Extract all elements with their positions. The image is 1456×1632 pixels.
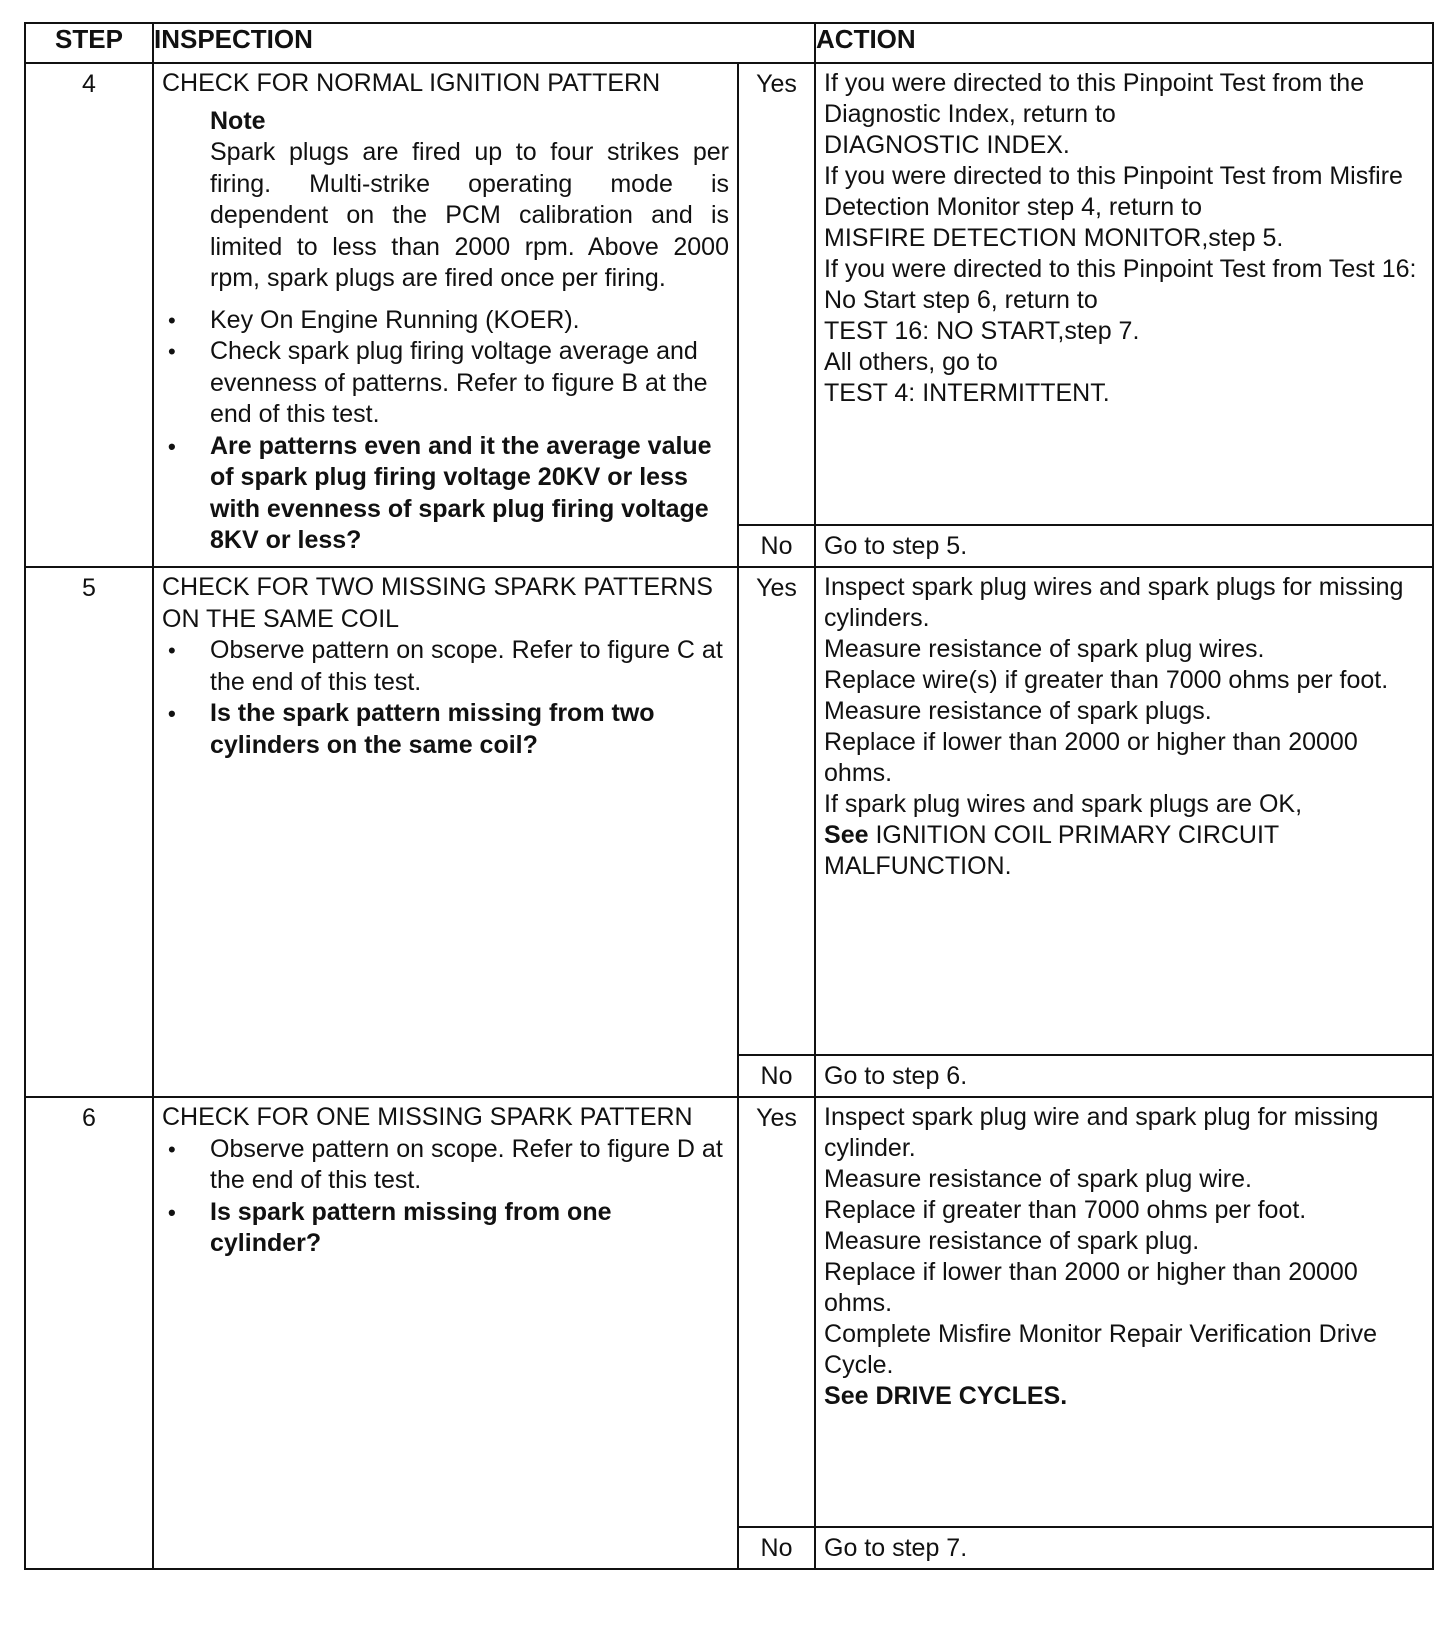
yes-label: Yes (738, 63, 815, 525)
step-number: 4 (25, 63, 153, 567)
no-label: No (738, 525, 815, 567)
action-line: Replace if lower than 2000 or higher than 20000 ohms. (824, 728, 1358, 787)
action-line: TEST 4: INTERMITTENT. (824, 379, 1110, 407)
action-line: Measure resistance of spark plug wires. (824, 635, 1265, 663)
inspection-title: CHECK FOR NORMAL IGNITION PATTERN (162, 69, 661, 97)
no-label: No (738, 1527, 815, 1569)
diagnostic-table (24, 22, 1434, 1570)
action-line: Measure resistance of spark plug wire. (824, 1165, 1252, 1193)
header-step: STEP (25, 23, 153, 63)
action-line: All others, go to (824, 348, 998, 376)
action-line: Replace wire(s) if greater than 7000 ohms per foot. (824, 666, 1389, 694)
bullet-item: • Observe pattern on scope. Refer to figure C at the end of this test. (162, 635, 729, 698)
inspection-bullets (162, 635, 729, 761)
header-inspection: INSPECTION (153, 23, 815, 63)
table-header-row (25, 23, 1433, 63)
no-label: No (738, 1055, 815, 1097)
inspection-question: • Is the spark pattern missing from two cylinders on the same coil? (162, 698, 729, 761)
inspection-bullets (162, 1134, 729, 1260)
action-line: TEST 16: NO START,step 7. (824, 317, 1140, 345)
yes-action-cell (815, 63, 1433, 525)
note-text: Spark plugs are fired up to four strikes per firing. Multi-strike operating mode is dependent on the PCM calibration and is limited to less than 2000 rpm. Above 2000 rpm, spark plugs are fired once per firing. (210, 138, 729, 292)
action-see-line: See DRIVE CYCLES. (824, 1382, 1068, 1410)
no-action: Go to step 7. (815, 1527, 1433, 1569)
action-line: Inspect spark plug wire and spark plug for missing cylinder. (824, 1103, 1379, 1162)
table-row (25, 567, 1433, 1055)
yes-action-cell (815, 1097, 1433, 1527)
inspection-cell (153, 1097, 738, 1569)
no-action: Go to step 5. (815, 525, 1433, 567)
action-line: Measure resistance of spark plugs. (824, 697, 1212, 725)
bullet-item: • Check spark plug firing voltage average and evenness of patterns. Refer to figure B at the end of this test. (162, 336, 729, 431)
action-line: Replace if lower than 2000 or higher than 20000 ohms. (824, 1258, 1358, 1317)
action-line: Replace if greater than 7000 ohms per foot. (824, 1196, 1307, 1224)
action-see-line (824, 820, 1424, 882)
bullet-item: • Observe pattern on scope. Refer to figure D at the end of this test. (162, 1134, 729, 1197)
action-line: Inspect spark plug wires and spark plugs for missing cylinders. (824, 573, 1404, 632)
action-line: Measure resistance of spark plug. (824, 1227, 1200, 1255)
inspection-title: CHECK FOR ONE MISSING SPARK PATTERN (162, 1103, 693, 1131)
inspection-question: • Is spark pattern missing from one cylinder? (162, 1197, 729, 1260)
action-line: If spark plug wires and spark plugs are OK, (824, 790, 1303, 818)
table-row (25, 63, 1433, 525)
action-line: MISFIRE DETECTION MONITOR,step 5. (824, 224, 1284, 252)
no-action: Go to step 6. (815, 1055, 1433, 1097)
action-line: If you were directed to this Pinpoint Test from the Diagnostic Index, return to (824, 69, 1365, 128)
inspection-question: • Are patterns even and it the average value of spark plug firing voltage 20KV or less with evenness of spark plug firing voltage 8KV or less? (162, 431, 729, 557)
bullet-item: • Key On Engine Running (KOER). (162, 305, 729, 337)
see-target: IGNITION COIL PRIMARY CIRCUIT MALFUNCTION. (824, 821, 1279, 880)
inspection-cell (153, 63, 738, 567)
table-row (25, 1097, 1433, 1527)
yes-label: Yes (738, 1097, 815, 1527)
note-title: Note (210, 106, 266, 135)
action-line: Complete Misfire Monitor Repair Verification Drive Cycle. (824, 1320, 1377, 1379)
inspection-cell (153, 567, 738, 1097)
see-label: See (824, 821, 869, 849)
inspection-bullets (162, 305, 729, 557)
header-action: ACTION (815, 23, 1433, 63)
action-line: If you were directed to this Pinpoint Test from Misfire Detection Monitor step 4, return to (824, 162, 1403, 221)
action-line: DIAGNOSTIC INDEX. (824, 131, 1070, 159)
yes-action-cell (815, 567, 1433, 1055)
step-number: 5 (25, 567, 153, 1097)
inspection-title: CHECK FOR TWO MISSING SPARK PATTERNS ON THE SAME COIL (162, 573, 713, 633)
yes-label: Yes (738, 567, 815, 1055)
action-line: If you were directed to this Pinpoint Test from Test 16: No Start step 6, return to (824, 255, 1417, 314)
step-number: 6 (25, 1097, 153, 1569)
note-block (210, 106, 729, 295)
